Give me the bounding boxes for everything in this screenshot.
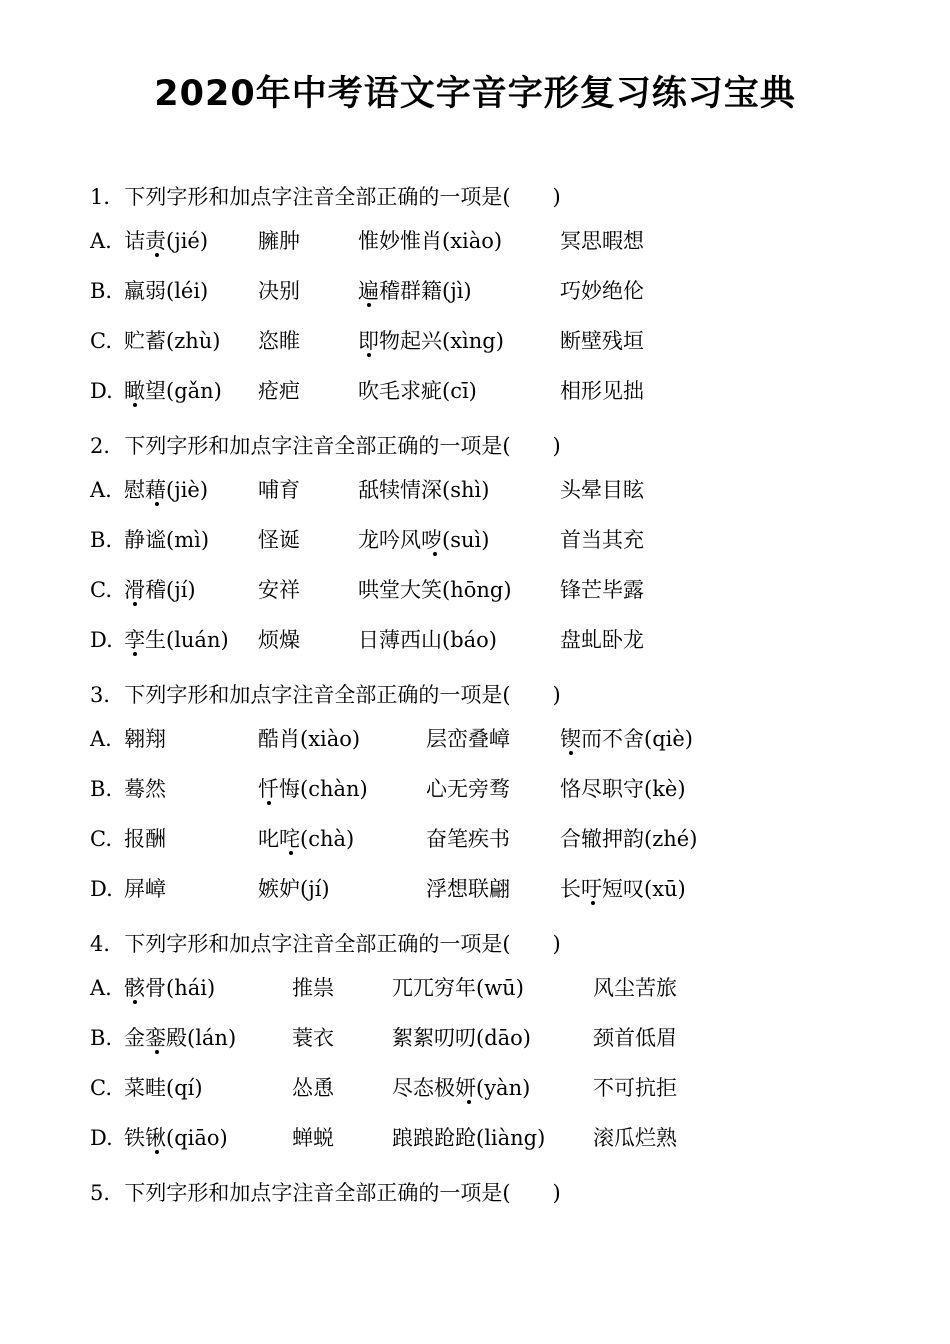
option-letter: B. [90, 777, 113, 801]
option-letter: B. [90, 279, 113, 303]
option-item: 首当其充 [560, 528, 644, 552]
option-item: 断壁残垣 [560, 329, 644, 353]
option-item: 恪尽职守(kè) [560, 777, 686, 801]
option-item: 骸骨(hái) [124, 976, 216, 1000]
option-letter: A. [90, 478, 112, 502]
option-item: 日薄西山(báo) [358, 628, 497, 652]
option-row [90, 475, 890, 509]
emphasis-dot [155, 502, 159, 506]
option-letter: B. [90, 528, 113, 552]
option-item: 龙吟风哕(suì) [358, 528, 490, 552]
option-item: 滚瓜烂熟 [593, 1126, 677, 1150]
option-item: 合辙押韵(zhé) [560, 827, 698, 851]
option-letter: D. [90, 1126, 113, 1150]
option-item: 舐犊情深(shì) [358, 478, 490, 502]
option-item: 踉踉跄跄(liàng) [392, 1126, 546, 1150]
option-item: 恣睢 [258, 329, 300, 353]
option-item: 奋笔疾书 [426, 827, 510, 851]
option-row [90, 724, 890, 758]
option-row [90, 973, 890, 1007]
option-item: 诘责(jié) [124, 229, 209, 253]
option-item: 长吁短叹(xū) [560, 877, 686, 901]
emphasis-dot [367, 353, 371, 357]
option-item: 相形见拙 [560, 379, 644, 403]
option-item: 头晕目眩 [560, 478, 644, 502]
option-item: 铁锹(qiāo) [124, 1126, 228, 1150]
emphasis-dot [591, 901, 595, 905]
option-item: 瞰望(gǎn) [124, 379, 222, 403]
option-item: 报酬 [124, 827, 166, 851]
option-letter: B. [90, 1026, 113, 1050]
option-item: 兀兀穷年(wū) [392, 976, 524, 1000]
option-item: 风尘苦旅 [593, 976, 677, 1000]
option-item: 静谧(mì) [124, 528, 210, 552]
option-row [90, 774, 890, 808]
option-letter: A. [90, 976, 112, 1000]
option-item: 心无旁骛 [426, 777, 510, 801]
option-item: 屏嶂 [124, 877, 166, 901]
option-row [90, 1073, 890, 1107]
option-item: 蓦然 [124, 777, 166, 801]
option-item: 嫉妒(jí) [258, 877, 330, 901]
question-stem: 5．下列字形和加点字注音全部正确的一项是( ) [90, 1181, 561, 1205]
option-item: 孪生(luán) [124, 628, 229, 652]
option-row [90, 1123, 890, 1157]
option-letter: C. [90, 1076, 112, 1100]
option-item: 疮疤 [258, 379, 300, 403]
option-letter: A. [90, 727, 112, 751]
option-letter: D. [90, 628, 113, 652]
emphasis-dot [133, 602, 137, 606]
emphasis-dot [267, 801, 271, 805]
option-item: 臃肿 [258, 229, 300, 253]
option-item: 金銮殿(lán) [124, 1026, 237, 1050]
option-item: 哄堂大笑(hōng) [358, 578, 512, 602]
option-item: 尽态极妍(yàn) [392, 1076, 531, 1100]
emphasis-dot [569, 751, 573, 755]
emphasis-dot [133, 403, 137, 407]
option-letter: D. [90, 379, 113, 403]
option-item: 层峦叠嶂 [426, 727, 510, 751]
emphasis-dot [467, 1100, 471, 1104]
option-item: 慰藉(jiè) [124, 478, 209, 502]
option-item: 烦燥 [258, 628, 300, 652]
option-item: 叱咤(chà) [258, 827, 355, 851]
emphasis-dot [155, 253, 159, 257]
option-item: 吹毛求疵(cī) [358, 379, 477, 403]
question-stem: 1．下列字形和加点字注音全部正确的一项是( ) [90, 185, 561, 209]
option-row [90, 824, 890, 858]
option-item: 忏悔(chàn) [258, 777, 368, 801]
option-row [90, 326, 890, 360]
question-stem: 4．下列字形和加点字注音全部正确的一项是( ) [90, 932, 561, 956]
option-item: 絮絮叨叨(dāo) [392, 1026, 531, 1050]
option-item: 推祟 [292, 976, 334, 1000]
emphasis-dot [133, 1000, 137, 1004]
option-item: 蓑衣 [292, 1026, 334, 1050]
option-row [90, 525, 890, 559]
emphasis-dot [155, 1050, 159, 1054]
emphasis-dot [289, 851, 293, 855]
option-letter: D. [90, 877, 113, 901]
option-item: 哺育 [258, 478, 300, 502]
option-letter: C. [90, 578, 112, 602]
question-stem: 2．下列字形和加点字注音全部正确的一项是( ) [90, 434, 561, 458]
page-title: 2020年中考语文字音字形复习练习宝典 [154, 74, 796, 114]
option-row [90, 625, 890, 659]
option-item: 浮想联翩 [426, 877, 510, 901]
option-item: 贮蓄(zhù) [124, 329, 221, 353]
emphasis-dot [133, 652, 137, 656]
question-stem: 3．下列字形和加点字注音全部正确的一项是( ) [90, 683, 561, 707]
option-item: 盘虬卧龙 [560, 628, 644, 652]
option-item: 菜畦(qí) [124, 1076, 203, 1100]
option-letter: A. [90, 229, 112, 253]
option-row [90, 226, 890, 260]
emphasis-dot [433, 552, 437, 556]
option-item: 怂恿 [292, 1076, 334, 1100]
option-item: 蝉蜕 [292, 1126, 334, 1150]
option-item: 即物起兴(xìng) [358, 329, 504, 353]
option-item: 安祥 [258, 578, 300, 602]
option-item: 不可抗拒 [593, 1076, 677, 1100]
option-item: 怪诞 [258, 528, 300, 552]
option-item: 酷肖(xiào) [258, 727, 361, 751]
option-item: 羸弱(léi) [124, 279, 209, 303]
option-item: 颈首低眉 [593, 1026, 677, 1050]
option-item: 锋芒毕露 [560, 578, 644, 602]
option-row [90, 575, 890, 609]
option-letter: C. [90, 827, 112, 851]
option-row [90, 874, 890, 908]
option-item: 惟妙惟肖(xiào) [358, 229, 503, 253]
option-item: 决别 [258, 279, 300, 303]
option-item: 滑稽(jí) [124, 578, 196, 602]
option-item: 冥思暇想 [560, 229, 644, 253]
emphasis-dot [367, 303, 371, 307]
option-row [90, 376, 890, 410]
option-item: 巧妙绝伦 [560, 279, 644, 303]
option-item: 遍稽群籍(jì) [358, 279, 472, 303]
option-letter: C. [90, 329, 112, 353]
option-row [90, 276, 890, 310]
option-item: 锲而不舍(qiè) [560, 727, 693, 751]
option-item: 翱翔 [124, 727, 166, 751]
emphasis-dot [155, 1150, 159, 1154]
option-row [90, 1023, 890, 1057]
